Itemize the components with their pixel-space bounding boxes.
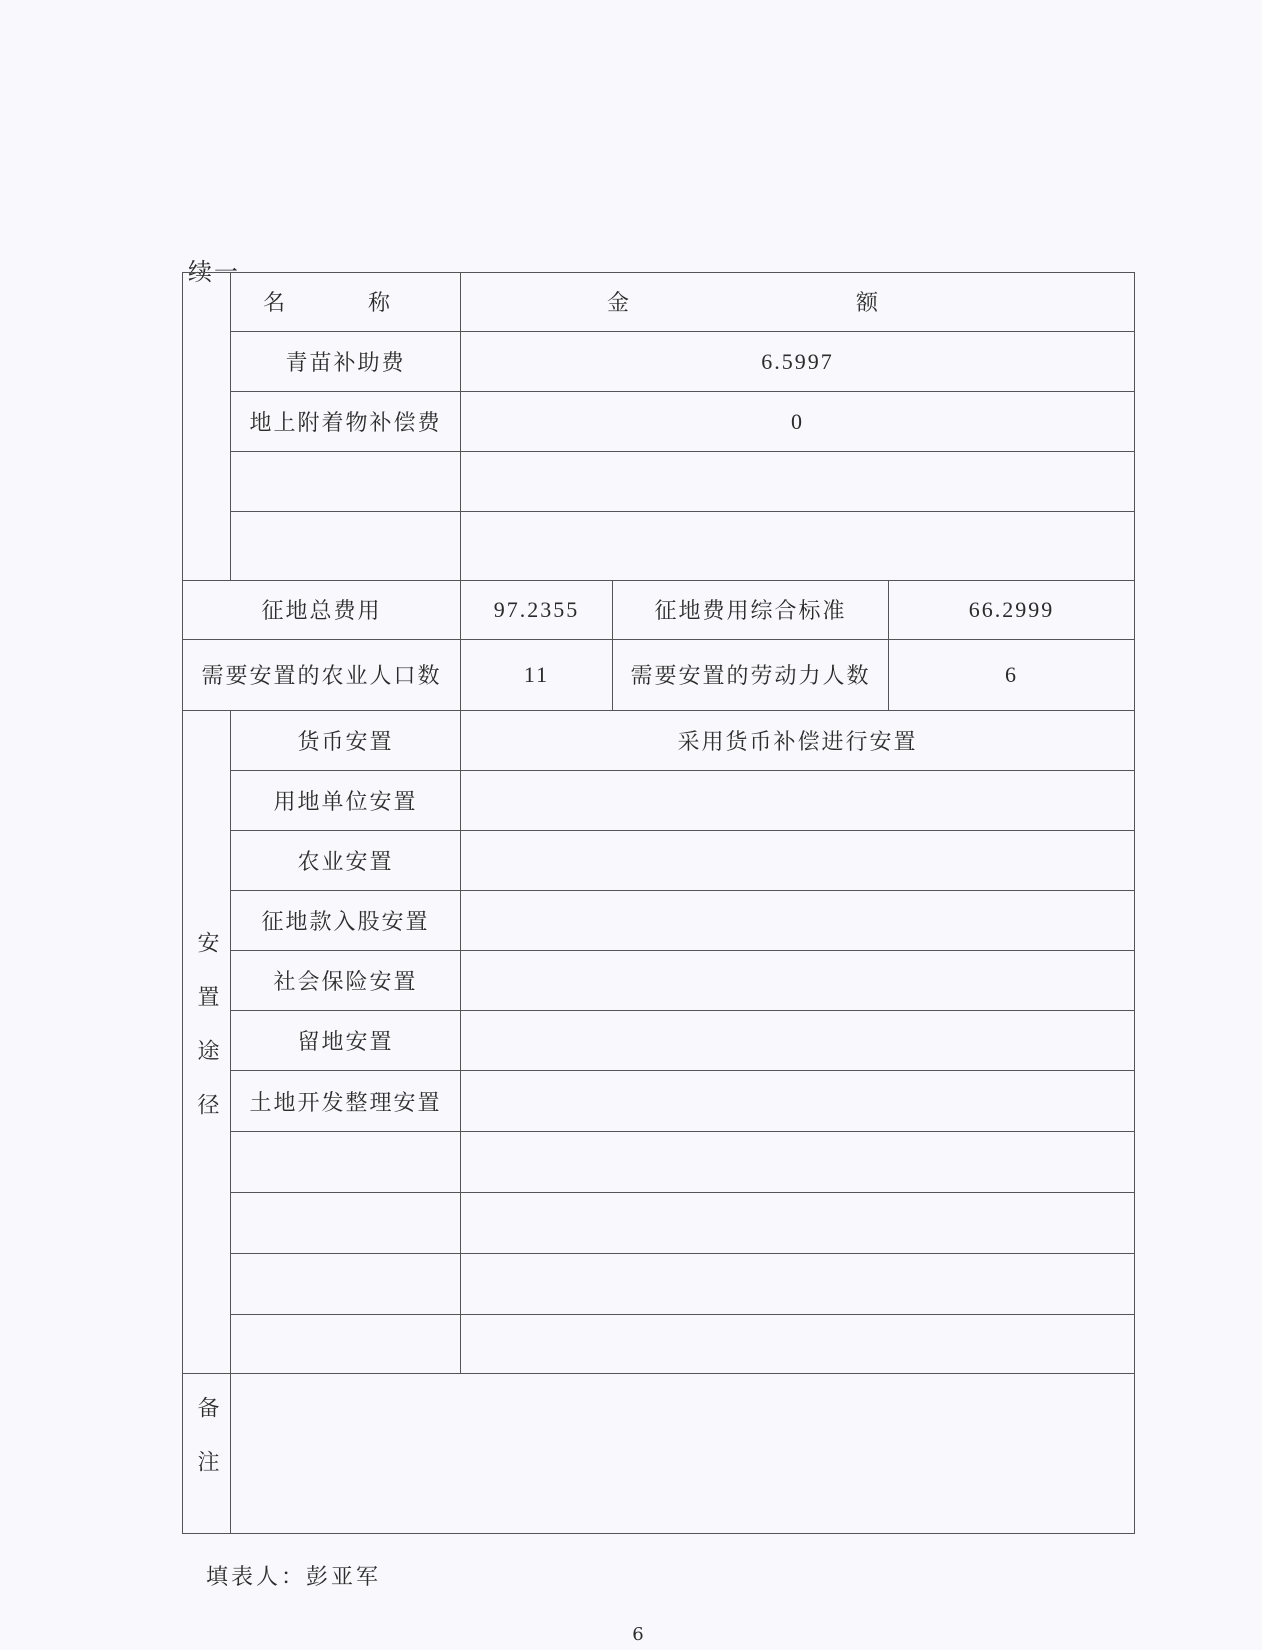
compensation-amount [461,512,1135,580]
total-cost-value: 97.2355 [461,580,613,639]
resettlement-name [231,1131,461,1192]
page-edge [1262,0,1276,1650]
continued-label: 续一 [188,258,240,286]
resettlement-value [461,1071,1135,1131]
resettlement-value [461,951,1135,1011]
name-header: 名 称 [231,273,461,332]
resettlement-row [183,1192,1135,1253]
resettlement-row [183,771,1135,831]
compensation-amount: 6.5997 [461,331,1135,391]
resettlement-name: 土地开发整理安置 [231,1071,461,1131]
resettlement-value [461,1314,1135,1373]
resettlement-name: 农业安置 [231,831,461,891]
compensation-row [183,452,1135,512]
compensation-row [183,512,1135,580]
page-number: 6 [632,1624,644,1645]
resettlement-row [183,891,1135,951]
remarks-label: 备注 [194,1396,219,1505]
land-acquisition-table [182,272,1135,1534]
compensation-name [231,512,461,580]
resettlement-name: 社会保险安置 [231,951,461,1011]
remarks-value [231,1373,1135,1533]
totals-row [183,580,1135,639]
resettlement-value [461,1253,1135,1314]
amount-header: 金 额 [461,273,1135,332]
compensation-name: 青苗补助费 [231,331,461,391]
farm-pop-value: 11 [461,639,613,711]
resettlement-name: 征地款入股安置 [231,891,461,951]
resettlement-value: 采用货币补偿进行安置 [461,711,1135,771]
resettlement-row [183,831,1135,891]
resettlement-name [231,1253,461,1314]
farm-pop-label: 需要安置的农业人口数 [183,639,461,711]
population-row [183,639,1135,711]
resettlement-value [461,1192,1135,1253]
header-row [183,273,1135,332]
compensation-name [231,452,461,512]
resettlement-row [183,1314,1135,1373]
labor-label: 需要安置的劳动力人数 [613,639,889,711]
resettlement-name [231,1192,461,1253]
remarks-label-cell [183,1373,231,1533]
compensation-amount: 0 [461,392,1135,452]
compensation-name: 地上附着物补偿费 [231,392,461,452]
total-cost-label: 征地总费用 [183,580,461,639]
resettlement-label: 安置途径 [194,931,219,1147]
resettlement-value [461,1131,1135,1192]
resettlement-value [461,891,1135,951]
resettlement-row [183,1011,1135,1071]
resettlement-row [183,711,1135,771]
left-blank-cell [183,273,231,581]
filler-signature: 填表人：彭亚军 [206,1565,382,1590]
compensation-row [183,392,1135,452]
resettlement-value [461,1011,1135,1071]
resettlement-row [183,1071,1135,1131]
resettlement-row [183,1253,1135,1314]
labor-value: 6 [889,639,1135,711]
compensation-row [183,331,1135,391]
compensation-amount [461,452,1135,512]
resettlement-label-cell [183,711,231,1374]
resettlement-name [231,1314,461,1373]
resettlement-row [183,1131,1135,1192]
remarks-row [183,1373,1135,1533]
resettlement-name: 货币安置 [231,711,461,771]
resettlement-name: 留地安置 [231,1011,461,1071]
resettlement-value [461,831,1135,891]
resettlement-value [461,771,1135,831]
resettlement-row [183,951,1135,1011]
resettlement-name: 用地单位安置 [231,771,461,831]
standard-label: 征地费用综合标准 [613,580,889,639]
standard-value: 66.2999 [889,580,1135,639]
